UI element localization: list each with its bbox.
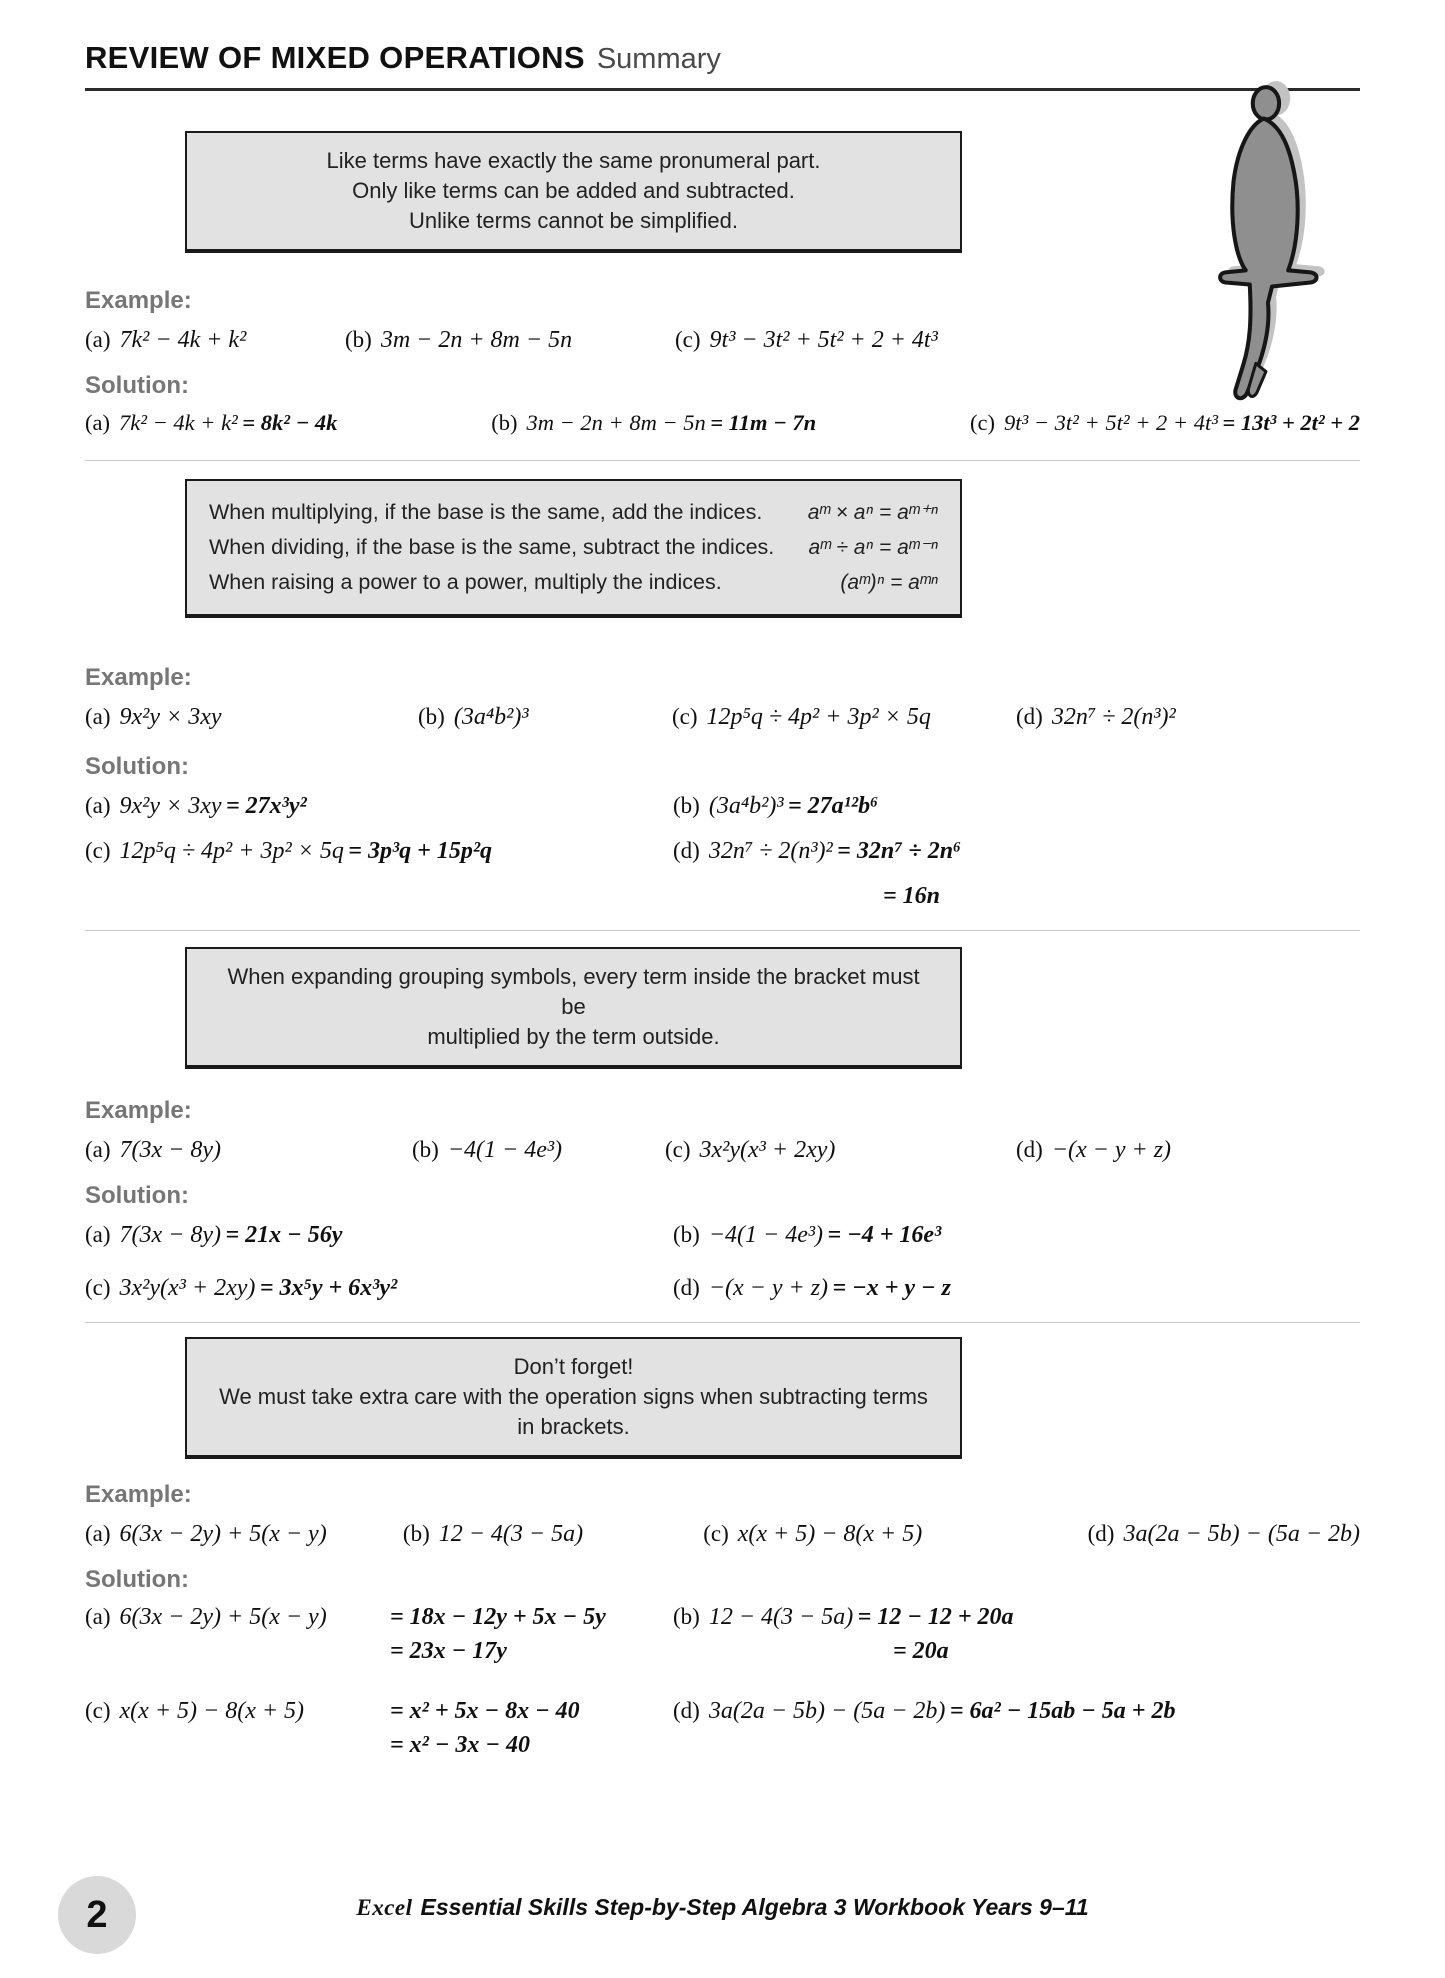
math-expression: 7k² − 4k + k²	[118, 410, 238, 435]
box-line: Like terms have exactly the same pronumeral part.	[326, 148, 821, 173]
math-expression: 9t³ − 3t² + 5t² + 2 + 4t³	[1003, 410, 1218, 435]
item-label: (d)	[1016, 704, 1043, 729]
item-label: (b)	[673, 1604, 700, 1629]
example-item	[1016, 1137, 1171, 1164]
math-answer: = 27a¹²b⁶	[788, 793, 879, 819]
solution-row	[85, 410, 1360, 436]
math-expression: 3x²y(x³ + 2xy)	[699, 1137, 836, 1163]
math-expression: 32n⁷ ÷ 2(n³)²	[708, 838, 833, 864]
item-label: (d)	[673, 838, 700, 863]
math-answer: = 20a	[893, 1638, 949, 1664]
math-expression: 3m − 2n + 8m − 5n	[380, 327, 573, 353]
item-label: (b)	[491, 410, 518, 435]
item-label: (b)	[673, 1222, 700, 1247]
item-label: (b)	[673, 793, 700, 818]
solution-item	[673, 793, 1360, 820]
math-expression: 3a(2a − 5b) − (5a − 2b)	[1123, 1521, 1361, 1547]
math-answer: = 13t³ + 2t² + 2	[1222, 410, 1360, 435]
math-answer: = 8k² − 4k	[242, 410, 338, 435]
example-item	[703, 1521, 1087, 1548]
item-label: (c)	[85, 1275, 111, 1300]
example-row	[85, 1521, 1360, 1548]
math-expression: 12p⁵q ÷ 4p² + 3p² × 5q	[706, 704, 931, 730]
solution-grid	[85, 1222, 1360, 1302]
item-label: (a)	[85, 410, 110, 435]
math-expression: 3a(2a − 5b) − (5a − 2b)	[708, 1698, 946, 1724]
page-subtitle: Summary	[596, 43, 721, 75]
math-answer: = 3x⁵y + 6x³y²	[259, 1275, 398, 1301]
example-heading: Example:	[85, 1097, 192, 1124]
example-item	[1016, 704, 1176, 731]
grid-spacer	[85, 883, 673, 910]
item-label: (c)	[85, 1698, 111, 1723]
math-expression: 3m − 2n + 8m − 5n	[526, 410, 706, 435]
box-line: Only like terms can be added and subtracted.	[352, 178, 795, 203]
page-number: 2	[86, 1893, 108, 1936]
math-expression: −4(1 − 4e³)	[447, 1137, 563, 1163]
example-item	[675, 327, 938, 354]
expanding-box	[185, 947, 962, 1069]
item-label: (c)	[85, 838, 111, 863]
item-label: (b)	[412, 1137, 439, 1162]
example-item	[1088, 1521, 1360, 1548]
dont-forget-box	[185, 1337, 962, 1459]
item-label: (a)	[85, 1222, 111, 1247]
math-expression: 7(3x − 8y)	[119, 1137, 222, 1163]
math-answer: = 32n⁷ ÷ 2n⁶	[837, 838, 962, 864]
solution-item	[85, 1222, 673, 1249]
footer-title: Essential Skills Step-by-Step Algebra 3 Workbook Years 9–11	[420, 1894, 1089, 1920]
example-item	[85, 704, 418, 731]
lhs-group	[85, 1604, 390, 1631]
solution-item	[491, 410, 816, 436]
math-answer: = 16n	[883, 883, 941, 909]
example-item	[412, 1137, 665, 1164]
item-label: (d)	[673, 1698, 700, 1723]
item-label: (a)	[85, 1604, 111, 1629]
math-expression: 3x²y(x³ + 2xy)	[119, 1275, 256, 1301]
section-separator	[85, 460, 1360, 461]
index-formula: (aᵐ)ⁿ = aᵐⁿ	[840, 571, 938, 594]
math-expression: 12 − 4(3 − 5a)	[708, 1604, 854, 1630]
title-rule	[85, 88, 1360, 91]
solution-item	[673, 1275, 1360, 1302]
math-expression: x(x + 5) − 8(x + 5)	[119, 1698, 305, 1724]
solution-item	[673, 1698, 1360, 1725]
example-heading: Example:	[85, 287, 192, 314]
solution-heading: Solution:	[85, 1182, 189, 1209]
solution-item	[673, 838, 1360, 865]
item-label: (b)	[402, 1521, 430, 1546]
item-label: (a)	[85, 327, 111, 352]
solution-item	[673, 1222, 1360, 1249]
example-item	[85, 1137, 412, 1164]
grid-spacer	[673, 1732, 1360, 1759]
example-item	[672, 704, 1016, 731]
solution-item	[85, 1698, 673, 1725]
example-item	[403, 1521, 703, 1548]
solution-continuation	[85, 1732, 673, 1759]
math-expression: 9t³ − 3t² + 5t² + 2 + 4t³	[709, 327, 938, 353]
item-label: (c)	[703, 1521, 729, 1546]
section-separator	[85, 1322, 1360, 1323]
item-label: (a)	[85, 1521, 111, 1546]
index-rule: When multiplying, if the base is the same, add the indices.	[209, 500, 763, 524]
solution-heading: Solution:	[85, 753, 189, 780]
box-line: When expanding grouping symbols, every term inside the bracket must be	[227, 964, 920, 1019]
solution-continuation	[673, 1638, 1360, 1665]
math-expression: −(x − y + z)	[708, 1275, 829, 1301]
solution-item	[85, 838, 673, 865]
index-formula: aᵐ × aⁿ = aᵐ⁺ⁿ	[807, 501, 938, 524]
solution-grid	[85, 793, 1360, 910]
page-title: REVIEW OF MIXED OPERATIONS	[85, 40, 585, 75]
item-label: (d)	[1016, 1137, 1043, 1162]
item-label: (b)	[418, 704, 445, 729]
lhs-group	[85, 1698, 390, 1725]
index-formula: aᵐ ÷ aⁿ = aᵐ⁻ⁿ	[808, 536, 938, 559]
item-label: (a)	[85, 793, 111, 818]
solution-heading: Solution:	[85, 1566, 189, 1593]
math-answer: = 18x − 12y + 5x − 5y	[390, 1604, 606, 1630]
math-expression: −(x − y + z)	[1051, 1137, 1172, 1163]
math-expression: 9x²y × 3xy	[119, 793, 222, 819]
section-separator	[85, 930, 1360, 931]
solution-item	[85, 793, 673, 820]
example-heading: Example:	[85, 664, 192, 691]
footer-brand: Excel	[356, 1895, 413, 1920]
solution-item	[673, 1604, 1360, 1631]
index-rule: When dividing, if the base is the same, subtract the indices.	[209, 535, 775, 559]
indices-row	[209, 530, 938, 565]
math-expression: 7k² − 4k + k²	[119, 327, 247, 353]
math-expression: −4(1 − 4e³)	[708, 1222, 824, 1248]
math-answer: = 6a² − 15ab − 5a + 2b	[949, 1698, 1176, 1724]
item-label: (a)	[85, 1137, 111, 1162]
index-rule: When raising a power to a power, multiply the indices.	[209, 570, 722, 594]
math-answer: = x² + 5x − 8x − 40	[390, 1698, 580, 1724]
box-line: Unlike terms cannot be simplified.	[409, 208, 738, 233]
indices-row	[209, 565, 938, 600]
math-expression: 12 − 4(3 − 5a)	[438, 1521, 584, 1547]
solution-item	[85, 410, 337, 436]
math-expression: (3a⁴b²)³	[453, 704, 529, 730]
page-header	[85, 40, 1360, 76]
box-line: in brackets.	[517, 1414, 630, 1439]
math-expression: x(x + 5) − 8(x + 5)	[737, 1521, 923, 1547]
example-item	[665, 1137, 1016, 1164]
math-answer: = 23x − 17y	[390, 1638, 507, 1664]
item-label: (b)	[345, 327, 372, 352]
item-label: (c)	[665, 1137, 691, 1162]
math-expression: 9x²y × 3xy	[119, 704, 222, 730]
box-line: We must take extra care with the operation signs when subtracting terms	[219, 1384, 928, 1409]
math-answer: = 21x − 56y	[225, 1222, 343, 1248]
person-illustration	[1212, 76, 1330, 410]
math-expression: 32n⁷ ÷ 2(n³)²	[1051, 704, 1176, 730]
item-label: (d)	[1087, 1521, 1115, 1546]
box-line: Don’t forget!	[513, 1354, 634, 1379]
box-line: multiplied by the term outside.	[427, 1024, 720, 1049]
math-expression: 6(3x − 2y) + 5(x − y)	[119, 1521, 327, 1547]
example-item	[85, 1521, 403, 1548]
example-row	[85, 1137, 1360, 1164]
indices-box	[185, 479, 962, 618]
like-terms-box	[185, 131, 962, 253]
math-answer: = 27x³y²	[225, 793, 307, 819]
example-heading: Example:	[85, 1481, 192, 1508]
solution-grid	[85, 1604, 1360, 1759]
solution-item	[970, 410, 1360, 436]
math-answer: = −x + y − z	[832, 1275, 951, 1301]
item-label: (c)	[672, 704, 698, 729]
math-expression: 6(3x − 2y) + 5(x − y)	[119, 1604, 327, 1630]
math-answer: = 3p³q + 15p²q	[348, 838, 493, 864]
math-expression: 7(3x − 8y)	[119, 1222, 222, 1248]
math-expression: 12p⁵q ÷ 4p² + 3p² × 5q	[119, 838, 344, 864]
example-item	[345, 327, 675, 354]
example-item	[418, 704, 672, 731]
math-answer: = −4 + 16e³	[827, 1222, 942, 1248]
item-label: (c)	[675, 327, 701, 352]
math-expression: (3a⁴b²)³	[708, 793, 784, 819]
item-label: (a)	[85, 704, 111, 729]
footer	[85, 1894, 1360, 1921]
item-label: (c)	[969, 410, 995, 435]
math-answer: = x² − 3x − 40	[390, 1732, 530, 1758]
example-item	[85, 327, 345, 354]
example-row	[85, 327, 1360, 354]
solution-item	[85, 1275, 673, 1302]
math-answer: = 11m − 7n	[710, 410, 817, 435]
example-row	[85, 704, 1360, 731]
math-answer: = 12 − 12 + 20a	[857, 1604, 1014, 1630]
solution-heading: Solution:	[85, 372, 189, 399]
indices-row	[209, 495, 938, 530]
item-label: (d)	[673, 1275, 700, 1300]
solution-continuation	[673, 883, 1360, 910]
solution-item	[85, 1604, 673, 1631]
solution-continuation	[85, 1638, 673, 1665]
